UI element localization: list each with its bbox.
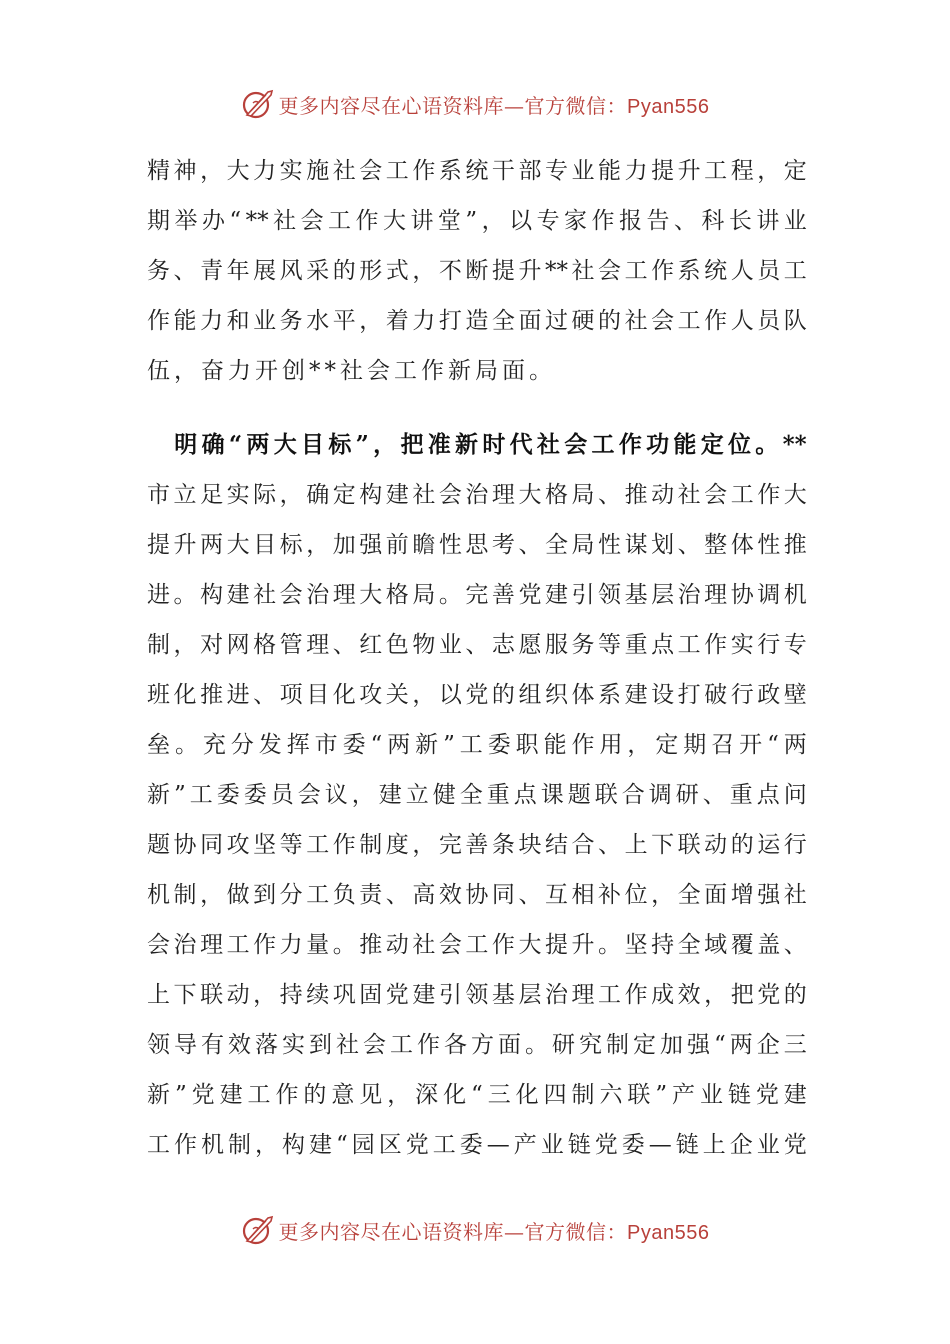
- paragraph-2-line: 领 导 有 效 落 实 到 社 会 工 作 各 方 面 。 研 究 制 定 加 强 “ 两 企 三: [147, 1032, 807, 1058]
- paragraph-1-line: 作 能 力 和 业 务 水 平 ， 着 力 打 造 全 面 过 硬 的 社 会 工 作 人 员 队: [147, 308, 807, 334]
- paragraph-2-line: 上 下 联 动 ， 持 续 巩 固 党 建 引 领 基 层 治 理 工 作 成 效 ， 把 党 的: [147, 982, 807, 1008]
- footer-wechat-id: Pyan556: [627, 1221, 710, 1244]
- paragraph-1-line: 伍 ， 奋 力 开 创 ** 社 会 工 作 新 局 面 。: [147, 358, 556, 384]
- paragraph-1-line: 期 举 办 “ ** 社 会 工 作 大 讲 堂 ” ， 以 专 家 作 报 告 、 科 长 讲 业: [147, 208, 807, 234]
- quill-logo-icon: [241, 87, 275, 121]
- paragraph-2-line: 题 协 同 攻 坚 等 工 作 制 度 ， 完 善 条 块 结 合 、 上 下 联 动 的 运 行: [147, 832, 807, 858]
- header-banner-text: 更多内容尽在心语资料库—官方微信：Pyan556: [278, 93, 710, 118]
- paragraph-2-line: 进 。 构 建 社 会 治 理 大 格 局 。 完 善 党 建 引 领 基 层 治 理 协 调 机: [147, 582, 807, 608]
- paragraph-1: [147, 146, 807, 396]
- footer-banner: [0, 1210, 950, 1250]
- paragraph-2-line: 新 ” 工 委 委 员 会 议 ， 建 立 健 全 重 点 课 题 联 合 调 研 、 重 点 问: [147, 782, 807, 808]
- paragraph-1-line: 精 神 ， 大 力 实 施 社 会 工 作 系 统 干 部 专 业 能 力 提 升 工 程 ， 定: [147, 158, 807, 184]
- paragraph-2-line: 班 化 推 进 、 项 目 化 攻 关 ， 以 党 的 组 织 体 系 建 设 打 破 行 政 壁: [147, 682, 807, 708]
- header-wechat-id: Pyan556: [627, 95, 710, 118]
- footer-banner-text: 更多内容尽在心语资料库—官方微信：Pyan556: [278, 1219, 710, 1244]
- paragraph-2-line: 制 ， 对 网 格 管 理 、 红 色 物 业 、 志 愿 服 务 等 重 点 工 作 实 行 专: [147, 632, 807, 658]
- paragraph-2-line: 工 作 机 制 ， 构 建 “ 园 区 党 工 委 — 产 业 链 党 委 — 链 上 企 业 党: [147, 1132, 807, 1158]
- paragraph-2-line: 市 立 足 实 际 ， 确 定 构 建 社 会 治 理 大 格 局 、 推 动 社 会 工 作 大: [147, 482, 807, 508]
- paragraph-2-line: 新 ” 党 建 工 作 的 意 见 ， 深 化 “ 三 化 四 制 六 联 ” 产 业 链 党 建: [147, 1082, 807, 1108]
- header-banner: [0, 84, 950, 124]
- paragraph-2-line: 机 制 ， 做 到 分 工 负 责 、 高 效 协 同 、 互 相 补 位 ， 全 面 增 强 社: [147, 882, 807, 908]
- paragraph-1-line: 务 、 青 年 展 风 采 的 形 式 ， 不 断 提 升 ** 社 会 工 作 系 统 人 员 工: [147, 258, 807, 284]
- paragraph-2-line: 提 升 两 大 目 标 ， 加 强 前 瞻 性 思 考 、 全 局 性 谋 划 、 整 体 性 推: [147, 532, 807, 558]
- quill-logo-icon: [241, 1213, 275, 1247]
- paragraph-2-line: 垒 。 充 分 发 挥 市 委 “ 两 新 ” 工 委 职 能 作 用 ， 定 期 召 开 “ 两: [147, 732, 807, 758]
- paragraph-2-line: 会 治 理 工 作 力 量 。 推 动 社 会 工 作 大 提 升 。 坚 持 全 域 覆 盖 、: [147, 932, 807, 958]
- paragraph-2: [147, 420, 807, 1170]
- document-body: [147, 146, 807, 1170]
- paragraph-2-heading-line: 明 确 “ 两 大 目 标 ” ， 把 准 新 时 代 社 会 工 作 功 能 定 位 。 **: [174, 431, 807, 458]
